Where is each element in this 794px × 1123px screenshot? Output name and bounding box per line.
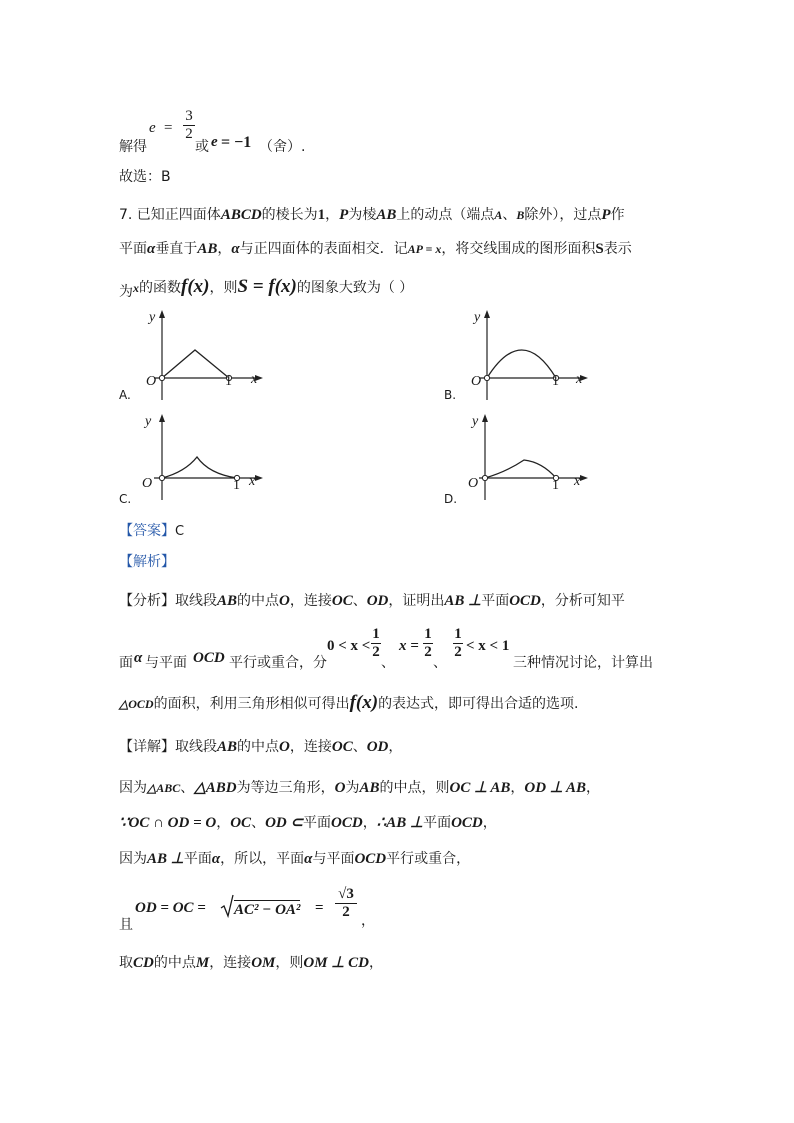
an-a1-f: OC: [331, 593, 353, 609]
de-d4-b: AB ⊥: [147, 851, 184, 867]
an-a1-a: 【分析】取线段: [119, 593, 217, 609]
graph-a-svg: [119, 308, 269, 403]
graph-b-option-label: B.: [444, 388, 457, 402]
q7-l1-n: P: [601, 207, 611, 223]
an-a1-e: ，连接: [289, 593, 332, 609]
graph-d-svg: [444, 412, 594, 507]
q7-l3-d: f(x): [181, 276, 210, 297]
q7-l1-e: ，: [325, 207, 340, 223]
an-a1-g: 、: [352, 593, 367, 609]
q7-l2-e: ，: [217, 241, 232, 257]
graph-d-one-label: 1: [552, 478, 559, 493]
an-a1-i: ，证明出: [388, 593, 445, 609]
an-a2-e: 平行或重合，分: [229, 655, 327, 671]
de-d3-f: 平面: [303, 815, 332, 831]
q7-l2-k: 表示: [603, 241, 632, 257]
q6-neg: = −1: [221, 134, 252, 151]
analysis-line-1: [119, 590, 625, 610]
q7-l3-g: 的图象大致为（ ）: [296, 280, 414, 296]
de-d1-a: 【详解】取线段: [119, 739, 217, 755]
detail-line-3: [119, 812, 497, 832]
de-d3-e: OD ⊂: [265, 815, 304, 831]
de-d5-e: ，: [361, 913, 375, 929]
q6-or: 或: [195, 139, 209, 155]
graph-d-o-label: O: [468, 476, 479, 491]
q7-l3-b: x: [133, 281, 139, 295]
de-d3-h: ，: [362, 815, 377, 831]
graph-c-svg: [119, 412, 269, 507]
de-d6-b: CD: [133, 955, 154, 971]
graph-a-one-label: 1: [225, 374, 232, 389]
de-d2-g: 为: [345, 780, 360, 796]
graph-b-svg: [444, 308, 594, 403]
de-d3-l: ，: [482, 815, 497, 831]
de-d1-d: O: [279, 739, 290, 755]
q6-den: 2: [185, 126, 193, 142]
an-a2-g: 三种情况讨论，计算出: [513, 655, 653, 671]
q7-line-3: [119, 276, 413, 301]
q7-l3-f: S = f(x): [237, 276, 297, 297]
de-d2-b: △ABC: [147, 781, 181, 795]
answer-tag: 【答案】: [119, 523, 175, 539]
q6-solve-prefix: 解得: [119, 139, 147, 155]
q7-l1-d: 1: [317, 207, 326, 223]
answer-line: [119, 520, 184, 540]
an-a2-f3n: 1: [454, 626, 462, 642]
q7-line-2: [119, 238, 632, 258]
an-a1-l: OCD: [509, 593, 541, 609]
graph-b-one-label: 1: [552, 374, 559, 389]
q6-eq: =: [164, 120, 173, 136]
de-d5-frac: [335, 886, 357, 921]
q7-l1-f: P: [339, 207, 349, 223]
an-a2-f2n: 1: [424, 626, 432, 642]
graph-a-x-label: x: [251, 372, 258, 387]
de-d5-a: 且: [119, 917, 133, 933]
an-a1-h: OD: [366, 593, 389, 609]
an-a2-f1s: 、: [381, 655, 395, 671]
de-d6-f: OM: [251, 955, 276, 971]
q7-l1-i: 上的动点（端点: [396, 207, 495, 223]
graph-b: [444, 308, 594, 403]
analysis-tag: 【解析】: [119, 554, 175, 570]
de-d2-j: OC ⊥ AB: [449, 780, 511, 796]
de-d6-a: 取: [119, 955, 133, 971]
de-d2-d: △ABD: [194, 780, 237, 796]
an-a3-a: △OCD: [119, 697, 154, 711]
de-d1-c: 的中点: [237, 739, 280, 755]
de-d5-c: AC² − OA²: [234, 902, 301, 918]
q7-l1-o: 作: [610, 207, 625, 223]
graph-a-y-label: y: [149, 310, 156, 325]
an-a2-frac2: [423, 626, 433, 661]
graph-b-x-label: x: [576, 372, 583, 387]
q7-l3-e: ，则: [209, 280, 238, 296]
q7-l1-a: 7. 已知正四面体: [119, 207, 221, 223]
graph-a-o-label: O: [146, 374, 157, 389]
q7-l2-f: α: [231, 241, 240, 257]
de-d1-f: OC: [331, 739, 353, 755]
de-d4-e: ，所以，平面: [220, 851, 305, 867]
de-d2-e: 为等边三角形，: [236, 780, 335, 796]
q6-drop: （舍）.: [259, 139, 306, 155]
detail-line-2: [119, 777, 600, 797]
de-d2-m: ，: [586, 780, 601, 796]
an-a3-c: f(x): [349, 692, 379, 713]
q7-l2-a: 平面: [119, 241, 147, 257]
an-a1-k: 平面: [481, 593, 510, 609]
an-a2-frac1: [371, 626, 381, 661]
graph-b-o-label: O: [471, 374, 482, 389]
de-d1-h: OD: [366, 739, 389, 755]
q6-e2: e: [211, 134, 218, 150]
q7-line-1: [119, 204, 625, 224]
de-d4-a: 因为: [119, 851, 147, 867]
de-d3-k: OCD: [451, 815, 483, 831]
graph-c-x-label: x: [249, 474, 256, 489]
graph-a-option-label: A.: [119, 388, 131, 402]
q6-pick: 故选：B: [119, 169, 171, 185]
answer-value: C: [175, 524, 185, 539]
de-d2-i: 的中点，则: [379, 780, 450, 796]
an-a2-d: OCD: [193, 650, 225, 666]
an-a2-f2: x =: [399, 638, 419, 654]
de-d4-g: 与平面: [312, 851, 355, 867]
de-d4-f: α: [304, 851, 313, 867]
sqrt-sign-svg: [220, 894, 234, 918]
de-d3-c: OC: [230, 815, 252, 831]
sqrt-sign-icon: [220, 894, 234, 922]
de-d3-g: OCD: [331, 815, 363, 831]
graph-d-y-label: y: [472, 414, 479, 429]
de-d4-c: 平面: [183, 851, 212, 867]
de-d3-d: 、: [251, 815, 266, 831]
de-d3-j: 平面: [423, 815, 452, 831]
graph-d-x-label: x: [574, 474, 581, 489]
graph-d-option-label: D.: [444, 492, 458, 506]
an-a2-a: 面: [119, 655, 133, 671]
q7-l2-d: AB: [197, 241, 218, 257]
de-d4-i: 平行或重合，: [386, 851, 471, 867]
q7-l1-m: 除外），过点: [524, 207, 602, 223]
an-a1-j: AB ⊥: [444, 593, 482, 609]
an-a1-b: AB: [217, 593, 238, 609]
de-d3-i: ∴AB ⊥: [376, 815, 424, 831]
graph-c-y-label: y: [145, 414, 152, 429]
an-a2-f2s: 、: [433, 655, 447, 671]
q7-l2-c: 垂直于: [155, 241, 198, 257]
an-a2-f2d: 2: [424, 644, 432, 660]
an-a2-f1n: 1: [372, 626, 380, 642]
de-d2-k: ，: [510, 780, 525, 796]
an-a3-b: 的面积，利用三角形相似可得出: [153, 696, 350, 712]
q7-l2-j: S: [595, 241, 604, 257]
de-d1-i: ，: [388, 739, 403, 755]
de-d1-e: ，连接: [289, 739, 332, 755]
graph-b-y-label: y: [474, 310, 481, 325]
de-d1-b: AB: [217, 739, 238, 755]
graph-a: [119, 308, 269, 403]
detail-line-5: [119, 884, 419, 934]
de-d2-a: 因为: [119, 780, 147, 796]
de-d3-a: ∵OC ∩ OD = O: [119, 815, 217, 831]
graph-c-option-label: C.: [119, 492, 132, 506]
an-a2-b: α: [134, 650, 143, 666]
de-d6-h: OM ⊥ CD: [303, 955, 369, 971]
de-d4-d: α: [211, 851, 221, 867]
an-a2-frac3: [453, 626, 463, 661]
q7-l1-c: 的棱长为: [261, 207, 318, 223]
an-a1-c: 的中点: [237, 593, 280, 609]
graph-d: [444, 412, 594, 507]
q7-l2-g: 与正四面体的表面相交．记: [239, 241, 408, 257]
q7-l3-c: 的函数: [139, 280, 181, 296]
graph-c-one-label: 1: [233, 478, 240, 493]
de-d6-i: ，: [368, 955, 383, 971]
graph-c: [119, 412, 269, 507]
q7-l2-i: ，将交线围成的图形面积: [441, 241, 596, 257]
de-d1-g: 、: [352, 739, 367, 755]
de-d5-n: √3: [335, 886, 357, 904]
an-a2-c: 与平面: [145, 655, 187, 671]
an-a1-m: ，分析可知平: [540, 593, 625, 609]
de-d6-c: 的中点: [153, 955, 196, 971]
de-d2-c: 、: [180, 780, 195, 796]
detail-line-1: [119, 736, 402, 756]
q7-l2-b: α: [147, 241, 156, 257]
de-d2-h: AB: [359, 780, 380, 796]
an-a3-d: 的表达式，即可得出合适的选项.: [378, 696, 579, 712]
de-d6-d: M: [195, 955, 210, 971]
an-a2-f1d: 2: [372, 644, 380, 660]
de-d5-dd: 2: [342, 904, 350, 920]
q7-l1-j: A: [494, 208, 503, 222]
q7-l3-a: 为: [119, 284, 133, 300]
de-d5-d: =: [315, 900, 324, 916]
q7-l2-h: AP = x: [407, 242, 442, 256]
graph-c-o-label: O: [142, 476, 153, 491]
de-d3-b: ，: [216, 815, 231, 831]
q7-l1-h: AB: [376, 207, 397, 223]
de-d5-b: OD = OC =: [135, 900, 206, 916]
q6-fraction: [183, 108, 195, 143]
an-a1-d: O: [279, 593, 290, 609]
q7-l1-b: ABCD: [220, 207, 262, 223]
an-a2-f3: < x < 1: [466, 638, 510, 654]
an-a2-f3d: 2: [454, 644, 462, 660]
q6-e-var: e: [149, 120, 156, 136]
de-d2-f: O: [334, 780, 346, 796]
q7-l1-g: 为棱: [348, 207, 377, 223]
an-a2-f1: 0 < x <: [327, 638, 371, 654]
q7-l1-l: B: [516, 208, 525, 222]
analysis-line-3: [119, 692, 579, 714]
detail-line-4: [119, 848, 470, 868]
de-d2-l: OD ⊥ AB: [524, 780, 587, 796]
detail-line-6: [119, 952, 383, 972]
q6-num: 3: [183, 108, 195, 126]
de-d6-g: ，则: [275, 955, 304, 971]
q7-l1-k: 、: [502, 207, 517, 223]
de-d6-e: ，连接: [209, 955, 252, 971]
de-d4-h: OCD: [354, 851, 387, 867]
